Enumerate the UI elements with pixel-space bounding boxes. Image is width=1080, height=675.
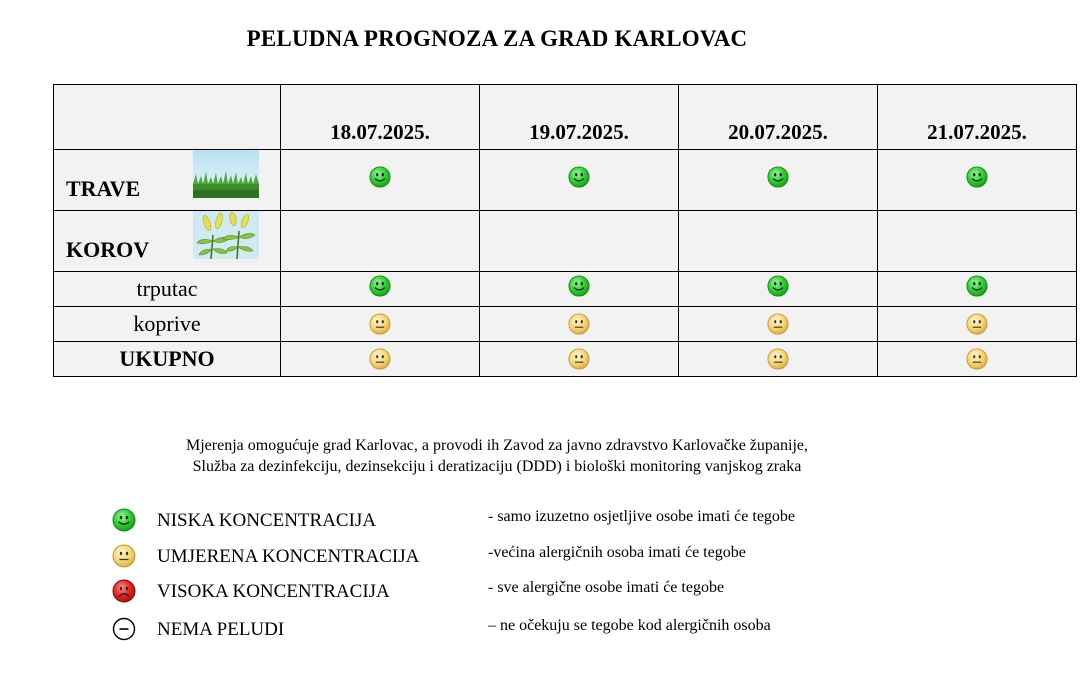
level-cell [679,342,878,377]
table-row-trputac [54,272,1077,307]
level-cell [480,150,679,211]
subcategory-label: koprive [54,307,281,342]
date-header: 21.07.2025. [878,85,1077,150]
level-cell [281,342,480,377]
yellow-smiley-icon [767,313,789,335]
category-cell-trave [54,150,281,211]
table-row-ukupno [54,342,1077,377]
level-cell [281,211,480,272]
pollen-forecast-table [53,84,1077,377]
legend-item [0,508,1080,534]
date-header: 18.07.2025. [281,85,480,150]
legend-description: - sve alergične osobe imati će tegobe [488,579,725,596]
total-label: UKUPNO [54,342,281,377]
green-smiley-icon [966,166,988,188]
level-cell [679,307,878,342]
yellow-smiley-icon [568,348,590,370]
green-smiley-icon [767,275,789,297]
info-line: Mjerenja omogućuje grad Karlovac, a provodi ih Zavod za javno zdravstvo Karlovačke županije, [186,437,808,454]
level-cell [281,307,480,342]
level-cell [878,272,1077,307]
level-cell [679,272,878,307]
green-smiley-icon [767,166,789,188]
level-cell [878,307,1077,342]
legend-item [0,617,1080,643]
legend-description: -većina alergičnih osoba imati će tegobe [488,544,746,561]
legend-label: UMJERENA KONCENTRACIJA [157,546,420,567]
no-pollen-icon [112,617,136,641]
table-row-trave [54,150,1077,211]
category-label: TRAVE [66,176,141,201]
green-smiley-icon [369,166,391,188]
info-text [0,435,994,477]
yellow-smiley-icon [369,348,391,370]
level-cell [480,342,679,377]
info-line: Služba za dezinfekciju, dezinsekciju i deratizaciju (DDD) i biološki monitoring vanjskog zraka [192,458,802,475]
header-empty-cell [54,85,281,150]
level-cell [480,272,679,307]
level-cell [281,150,480,211]
yellow-smiley-icon [112,544,136,568]
red-frown-icon [112,579,136,603]
yellow-smiley-icon [568,313,590,335]
legend-label: NEMA PELUDI [157,619,285,640]
page-title: PELUDNA PROGNOZA ZA GRAD KARLOVAC [246,26,748,51]
level-cell [480,307,679,342]
green-smiley-icon [369,275,391,297]
legend-label: NISKA KONCENTRACIJA [157,510,377,531]
level-cell [878,342,1077,377]
subcategory-label: trputac [54,272,281,307]
green-smiley-icon [568,166,590,188]
level-cell [679,211,878,272]
green-smiley-icon [112,508,136,532]
yellow-smiley-icon [369,313,391,335]
legend-description: – ne očekuju se tegobe kod alergičnih osoba [488,617,771,634]
level-cell [281,272,480,307]
date-header: 20.07.2025. [679,85,878,150]
level-cell [679,150,878,211]
green-smiley-icon [966,275,988,297]
legend-item [0,544,1080,570]
yellow-smiley-icon [966,313,988,335]
category-label: KOROV [66,237,150,262]
level-cell [878,150,1077,211]
legend-item [0,579,1080,605]
date-header: 19.07.2025. [480,85,679,150]
level-cell [878,211,1077,272]
weed-image [193,211,259,259]
table-header-row [54,85,1077,150]
green-smiley-icon [568,275,590,297]
level-cell [480,211,679,272]
yellow-smiley-icon [966,348,988,370]
table-row-koprive [54,307,1077,342]
yellow-smiley-icon [767,348,789,370]
grass-image [193,150,259,198]
table-row-korov [54,211,1077,272]
category-cell-korov [54,211,281,272]
legend-description: - samo izuzetno osjetljive osobe imati će tegobe [488,508,796,525]
legend-label: VISOKA KONCENTRACIJA [157,581,390,602]
